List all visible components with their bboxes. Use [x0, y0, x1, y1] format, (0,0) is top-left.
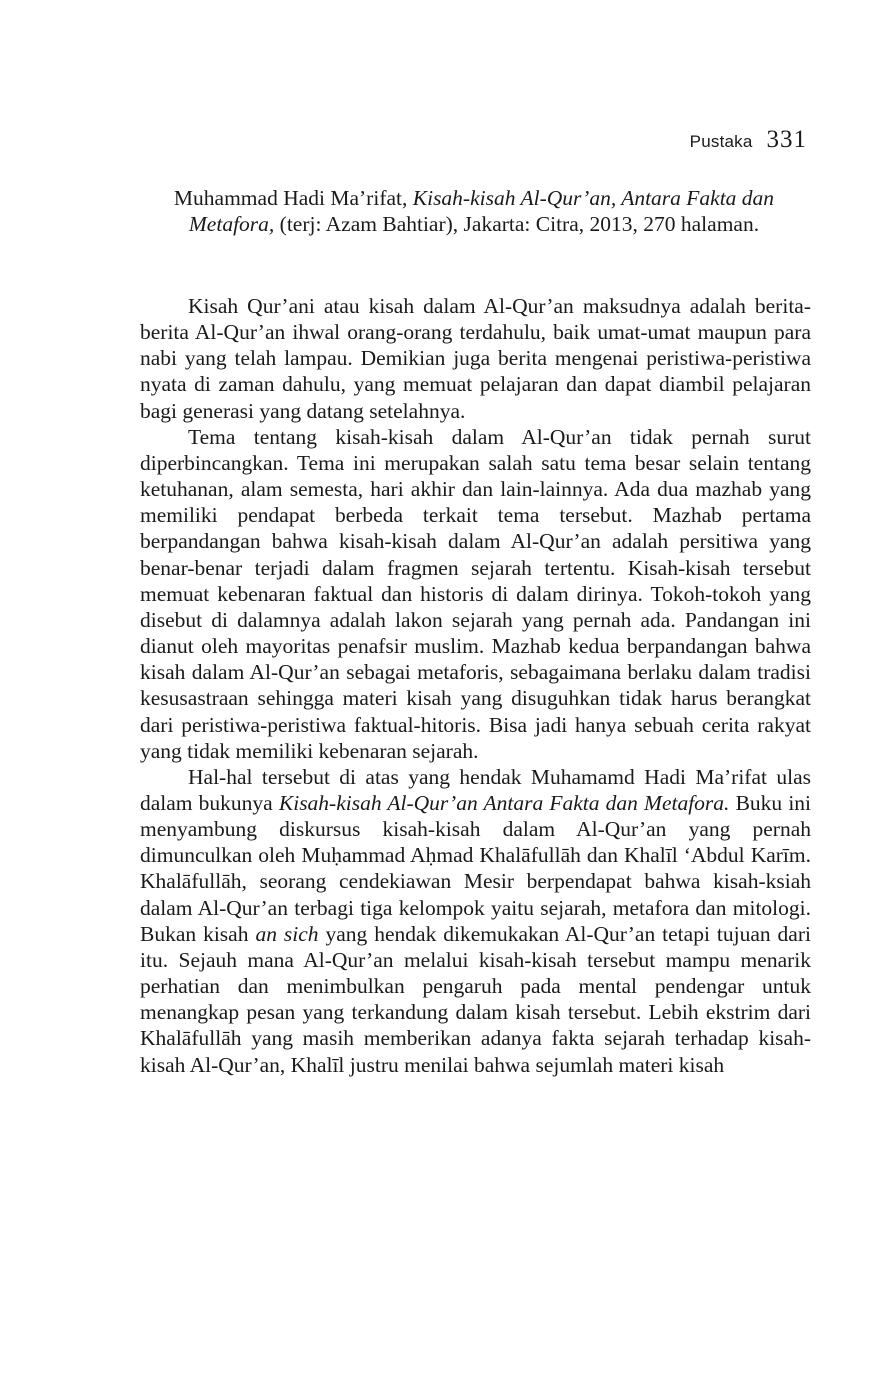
page-number: 331 [766, 126, 807, 153]
book-title-italic: Kisah-kisah Al-Qur’an Antara Fakta dan Metafora. [278, 790, 730, 815]
paragraph-3 [140, 764, 811, 1078]
paragraph-1: Kisah Qur’ani atau kisah dalam Al-Qur’an maksudnya adalah berita-berita Al-Qur’an ihwal orang-orang terdahulu, baik umat-umat maupun para nabi yang telah lampau. Demikian juga berita mengenai peristiwa-peristiwa nyata di zaman dahulu, yang memuat pelajaran dan dapat diambil pelajaran bagi generasi yang datang setelahnya. [140, 294, 811, 423]
paragraph-3-part-c: Buku ini menyambung diskursus kisah-kisah dalam Al-Qur’an yang pernah dimunculkan oleh Muḥammad Aḥmad Khalāfullāh dan Khalīl ‘Abdul Karīm. Khalāfullāh, seorang cendekiawan Mesir berpendapat bahwa kisah-ksiah dalam Al-Qur’an terbagi tiga kelompok yaitu sejarah, metafora dan mitologi. Bukan kisah [140, 790, 812, 946]
paragraph-2: Tema tentang kisah-kisah dalam Al-Qur’an tidak pernah surut diperbincangkan. Tema ini merupakan salah satu tema besar selain tentang ketuhanan, alam semesta, hari akhir dan lain-lainnya. Ada dua mazhab yang memiliki pendapat berbeda terkait tema tersebut. Mazhab pertama berpandangan bahwa kisah-kisah dalam Al-Qur’an adalah persitiwa yang benar-benar terjadi dalam fragmen sejarah tertentu. Kisah-kisah tersebut memuat kebenaran faktual dan historis di dalam dirinya. Tokoh-tokoh yang disebut di dalamnya adalah lakon sejarah yang pernah ada. Pandangan ini dianut oleh mayoritas penafsir muslim. Mazhab kedua berpandangan bahwa kisah dalam Al-Qur’an sebagai metaforis, sebagaimana berlaku dalam tradisi kesusastraan sehingga materi kisah yang disuguhkan tidak harus berangkat dari peristiwa-peristiwa faktual-hitoris. Bisa jadi hanya sebuah cerita rakyat yang tidak memiliki kebenaran sejarah. [140, 424, 811, 763]
citation-author: Muhammad Hadi Ma’rifat, [173, 186, 413, 210]
running-header [690, 126, 807, 154]
citation-details: (terj: Azam Bahtiar), Jakarta: Citra, 2013, 270 halaman. [274, 212, 760, 236]
citation-title: Kisah-kisah Al-Qur’an, Antara Fakta dan Metafora, [188, 186, 775, 236]
paragraph-3-part-e: yang hendak dikemukakan Al-Qur’an tetapi tujuan dari itu. Sejauh mana Al-Qur’an melalui kisah-kisah tersebut mampu menarik perhatian dan menimbulkan pengaruh pada mental pendengar untuk menangkap pesan yang terkandung dalam kisah tersebut. Lebih ekstrim dari Khalāfullāh yang masih memberikan adanya fakta sejarah terhadap kisah-kisah Al-Qur’an, Khalīl justru menilai bahwa sejumlah materi kisah [140, 921, 811, 1077]
running-title: Pustaka [689, 132, 753, 151]
paragraph-3-part-a: Hal-hal tersebut di atas yang hendak Muhamamd Hadi Ma’rifat ulas dalam bukunya [140, 764, 811, 815]
book-citation [140, 185, 808, 237]
phrase-an-sich: an sich [255, 921, 319, 946]
review-body [140, 293, 811, 1078]
